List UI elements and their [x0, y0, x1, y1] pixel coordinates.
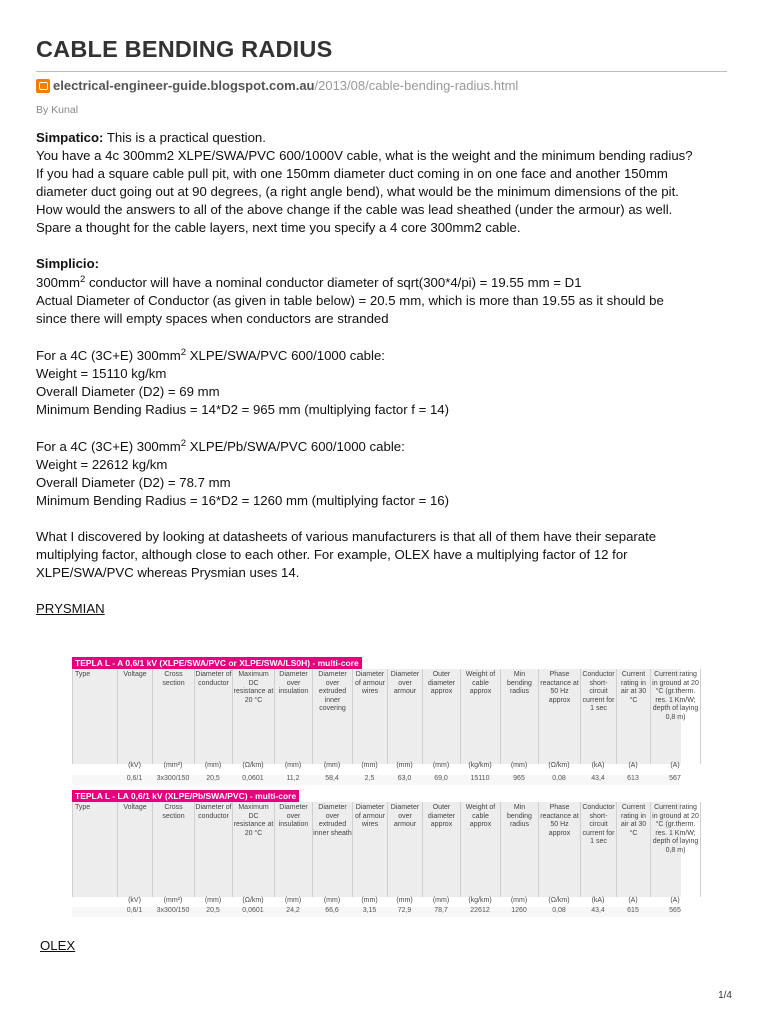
datasheet-column-header: Diameter over insulation [275, 669, 313, 764]
datasheet-value-cell: 24,2 [286, 907, 300, 914]
simplicio-conductor-a: 300mm [36, 275, 80, 290]
datasheet-unit-cell: (kA) [591, 762, 605, 769]
datasheet-column-header: Cross section [153, 669, 195, 764]
datasheet-values-row [72, 775, 680, 785]
datasheet-values-row [72, 907, 680, 917]
datasheet-unit-cell: (Ω/km) [548, 897, 570, 904]
datasheet-column-header: Current rating in ground at 20 °C (gr.therm. res. 1 Km/W; depth of laying 0,8 m) [651, 802, 701, 897]
datasheet-value-cell: 15110 [470, 775, 490, 782]
datasheet-unit-cell: (Ω/km) [242, 762, 264, 769]
simplicio-conductor-b: conductor will have a nominal conductor diameter of sqrt(300*4/pi) = 19.55 mm = D1 [85, 275, 582, 290]
simplicio-line: Actual Diameter of Conductor (as given in table below) = 20.5 mm, which is more than 19.55 as it should be [36, 293, 664, 308]
datasheet-column-header: Current rating in air at 30 °C [617, 802, 651, 897]
datasheet-unit-cell: (kg/km) [468, 897, 492, 904]
datasheet-value-cell: 66,6 [325, 907, 339, 914]
datasheet-header-grid [72, 669, 699, 764]
simpatico-lead [36, 129, 266, 147]
datasheet-column-header: Min bending radius [501, 802, 539, 897]
datasheet-column-header: Diameter of armour wires [353, 669, 388, 764]
prysmian-datasheet-xlpe-pb-swa [72, 790, 699, 918]
datasheet-unit-cell: (A) [628, 897, 638, 904]
simplicio-label [36, 255, 99, 273]
datasheet-unit-cell: (mm) [510, 762, 528, 769]
datasheet-unit-cell: (mm) [396, 762, 413, 769]
datasheet-value-cell: 63,0 [397, 775, 412, 782]
simpatico-line: If you had a square cable pull pit, with one 150mm diameter duct coming in on one face and another 150mm [36, 166, 668, 181]
simplicio-conductor [36, 274, 582, 292]
datasheet-column-header: Diameter of armour wires [353, 802, 388, 897]
datasheet-value-cell: 58,4 [325, 775, 339, 782]
datasheet-unit-cell: (mm) [396, 897, 413, 904]
blogger-icon [36, 79, 50, 93]
datasheet-unit-cell: (kV) [128, 762, 141, 769]
simplicio-line: since there will empty spaces when conductors are stranded [36, 311, 389, 326]
simpatico-line: diameter duct going out at 90 degrees, (a right angle bend), what would be the minimum dimensions of the pit. [36, 184, 679, 199]
datasheet-column-header: Diameter of conductor [195, 669, 233, 764]
datasheet-column-header: Phase reactance at 50 Hz approx [539, 669, 581, 764]
datasheet-value-cell: 3,15 [362, 907, 377, 914]
datasheet-value-cell: 0,6/1 [126, 907, 143, 914]
datasheet-column-header: Voltage [118, 669, 153, 764]
datasheet-unit-cell: (mm) [510, 897, 528, 904]
title-divider [36, 71, 727, 72]
datasheet-unit-cell: (mm) [323, 897, 341, 904]
datasheet-column-header: Diameter over armour [388, 669, 423, 764]
discovery-line: XLPE/SWA/PVC whereas Prysmian uses 14. [36, 565, 300, 580]
datasheet-column-header: Conductor short-circuit current for 1 sec [581, 802, 617, 897]
datasheet-units-row [72, 897, 680, 907]
datasheet-column-header: Weight of cable approx [461, 669, 501, 764]
datasheet-column-header: Type [73, 802, 118, 897]
datasheet-value-cell: 0,6/1 [126, 775, 143, 782]
datasheet-value-cell: 20,5 [206, 775, 220, 782]
datasheet-column-header: Diameter over insulation [275, 802, 313, 897]
datasheet-column-header: Current rating in ground at 20 °C (gr.therm. res. 1 Km/W; depth of laying 0,8 m) [651, 669, 701, 764]
datasheet-unit-cell: (Ω/km) [548, 762, 570, 769]
page-title: CABLE BENDING RADIUS [36, 36, 333, 62]
simpatico-line: How would the answers to all of the above change if the cable was lead sheathed (under the armour) as well. [36, 202, 673, 217]
datasheet-column-header: Voltage [118, 802, 153, 897]
datasheet-unit-cell: (A) [628, 762, 638, 769]
discovery-line: What I discovered by looking at datasheets of various manufacturers is that all of them have their separate [36, 529, 657, 544]
datasheet-column-header: Diameter of conductor [195, 802, 233, 897]
datasheet-unit-cell: (A) [670, 897, 680, 904]
case2-heading [36, 438, 405, 456]
case1-head-a: For a 4C (3C+E) 300mm [36, 348, 181, 363]
case2-head-a: For a 4C (3C+E) 300mm [36, 439, 181, 454]
datasheet-unit-cell: (mm) [284, 897, 302, 904]
simplicio-superscript: 2 [79, 274, 86, 285]
datasheet-units-row [72, 762, 680, 772]
simpatico-label: Simpatico: [36, 130, 104, 145]
datasheet-unit-cell: (A) [670, 762, 680, 769]
datasheet-value-cell: 43,4 [591, 907, 605, 914]
datasheet-unit-cell: (mm²) [163, 897, 183, 904]
case1-radius: Minimum Bending Radius = 14*D2 = 965 mm (multiplying factor f = 14) [36, 402, 450, 417]
case2-weight: Weight = 22612 kg/km [36, 457, 168, 472]
source-domain[interactable]: electrical-engineer-guide.blogspot.com.au [53, 78, 315, 93]
datasheet-unit-cell: (mm) [432, 762, 450, 769]
case2-radius: Minimum Bending Radius = 16*D2 = 1260 mm (multiplying factor = 16) [36, 493, 450, 508]
datasheet-value-cell: 613 [627, 775, 639, 782]
datasheet-title: TEPLA L - A 0,6/1 kV (XLPE/SWA/PVC or XLPE/SWA/LS0H) - multi-core [72, 657, 362, 669]
datasheet-unit-cell: (mm) [361, 762, 378, 769]
case1-heading [36, 347, 385, 365]
datasheet-unit-cell: (mm²) [163, 762, 183, 769]
datasheet-column-header: Diameter over extruded inner sheath [313, 802, 353, 897]
case2-superscript: 2 [180, 438, 187, 449]
datasheet-value-cell: 0,08 [552, 775, 566, 782]
simpatico-line: You have a 4c 300mm2 XLPE/SWA/PVC 600/1000V cable, what is the weight and the minimum bending radius? [36, 148, 693, 163]
datasheet-title: TEPLA L - LA 0,6/1 kV (XLPE/Pb/SWA/PVC) - multi-core [72, 790, 299, 802]
olex-link[interactable]: OLEX [40, 938, 76, 953]
datasheet-value-cell: 565 [669, 907, 681, 914]
datasheet-unit-cell: (mm) [284, 762, 302, 769]
datasheet-value-cell: 22612 [470, 907, 490, 914]
datasheet-column-header: Maximum DC resistance at 20 °C [233, 802, 275, 897]
case2-diameter: Overall Diameter (D2) = 78.7 mm [36, 475, 231, 490]
datasheet-unit-cell: (Ω/km) [242, 897, 264, 904]
datasheet-unit-cell: (mm) [361, 897, 378, 904]
datasheet-value-cell: 3x300/150 [156, 907, 190, 914]
source-url[interactable] [36, 78, 518, 93]
prysmian-link[interactable]: PRYSMIAN [36, 601, 105, 616]
datasheet-unit-cell: (mm) [323, 762, 341, 769]
case1-superscript: 2 [180, 347, 187, 358]
simplicio-label-text: Simplicio: [36, 256, 100, 271]
datasheet-value-cell: 965 [513, 775, 525, 782]
datasheet-value-cell: 2,5 [364, 775, 375, 782]
datasheet-column-header: Diameter over extruded inner covering [313, 669, 353, 764]
datasheet-unit-cell: (kg/km) [468, 762, 492, 769]
datasheet-column-header: Phase reactance at 50 Hz approx [539, 802, 581, 897]
datasheet-value-cell: 72,9 [397, 907, 412, 914]
datasheet-column-header: Cross section [153, 802, 195, 897]
datasheet-header-grid [72, 802, 699, 897]
datasheet-column-header: Outer diameter approx [423, 669, 461, 764]
byline: By Kunal [36, 104, 79, 116]
case2-head-b: XLPE/Pb/SWA/PVC 600/1000 cable: [186, 439, 405, 454]
datasheet-unit-cell: (kA) [591, 897, 605, 904]
simpatico-lead-text: This is a practical question. [103, 130, 266, 145]
datasheet-value-cell: 3x300/150 [156, 775, 190, 782]
datasheet-unit-cell: (mm) [432, 897, 450, 904]
datasheet-column-header: Maximum DC resistance at 20 °C [233, 669, 275, 764]
source-path[interactable]: /2013/08/cable-bending-radius.html [314, 78, 519, 93]
datasheet-value-cell: 0,0601 [242, 775, 264, 782]
datasheet-column-header: Diameter over armour [388, 802, 423, 897]
datasheet-value-cell: 1260 [511, 907, 527, 914]
discovery-line: multiplying factor, although close to each other. For example, OLEX have a multiplying factor of 12 for [36, 547, 628, 562]
datasheet-value-cell: 69,0 [434, 775, 448, 782]
datasheet-value-cell: 78,7 [434, 907, 448, 914]
datasheet-value-cell: 11,2 [286, 775, 300, 782]
datasheet-column-header: Weight of cable approx [461, 802, 501, 897]
datasheet-value-cell: 615 [627, 907, 639, 914]
case1-head-b: XLPE/SWA/PVC 600/1000 cable: [186, 348, 385, 363]
datasheet-unit-cell: (mm) [204, 897, 222, 904]
datasheet-value-cell: 0,08 [552, 907, 566, 914]
datasheet-column-header: Outer diameter approx [423, 802, 461, 897]
datasheet-value-cell: 0,0601 [242, 907, 264, 914]
datasheet-column-header: Conductor short-circuit current for 1 sec [581, 669, 617, 764]
datasheet-column-header: Type [73, 669, 118, 764]
page-number: 1/4 [718, 990, 732, 1001]
case1-weight: Weight = 15110 kg/km [36, 366, 167, 381]
simpatico-line: Spare a thought for the cable layers, next time you specify a 4 core 300mm2 cable. [36, 220, 521, 235]
datasheet-value-cell: 567 [669, 775, 681, 782]
datasheet-value-cell: 20,5 [206, 907, 220, 914]
prysmian-datasheet-xlpe-swa [72, 657, 699, 790]
datasheet-column-header: Current rating in air at 30 °C [617, 669, 651, 764]
case1-diameter: Overall Diameter (D2) = 69 mm [36, 384, 220, 399]
datasheet-value-cell: 43,4 [591, 775, 605, 782]
datasheet-column-header: Min bending radius [501, 669, 539, 764]
datasheet-unit-cell: (kV) [128, 897, 141, 904]
datasheet-unit-cell: (mm) [204, 762, 222, 769]
